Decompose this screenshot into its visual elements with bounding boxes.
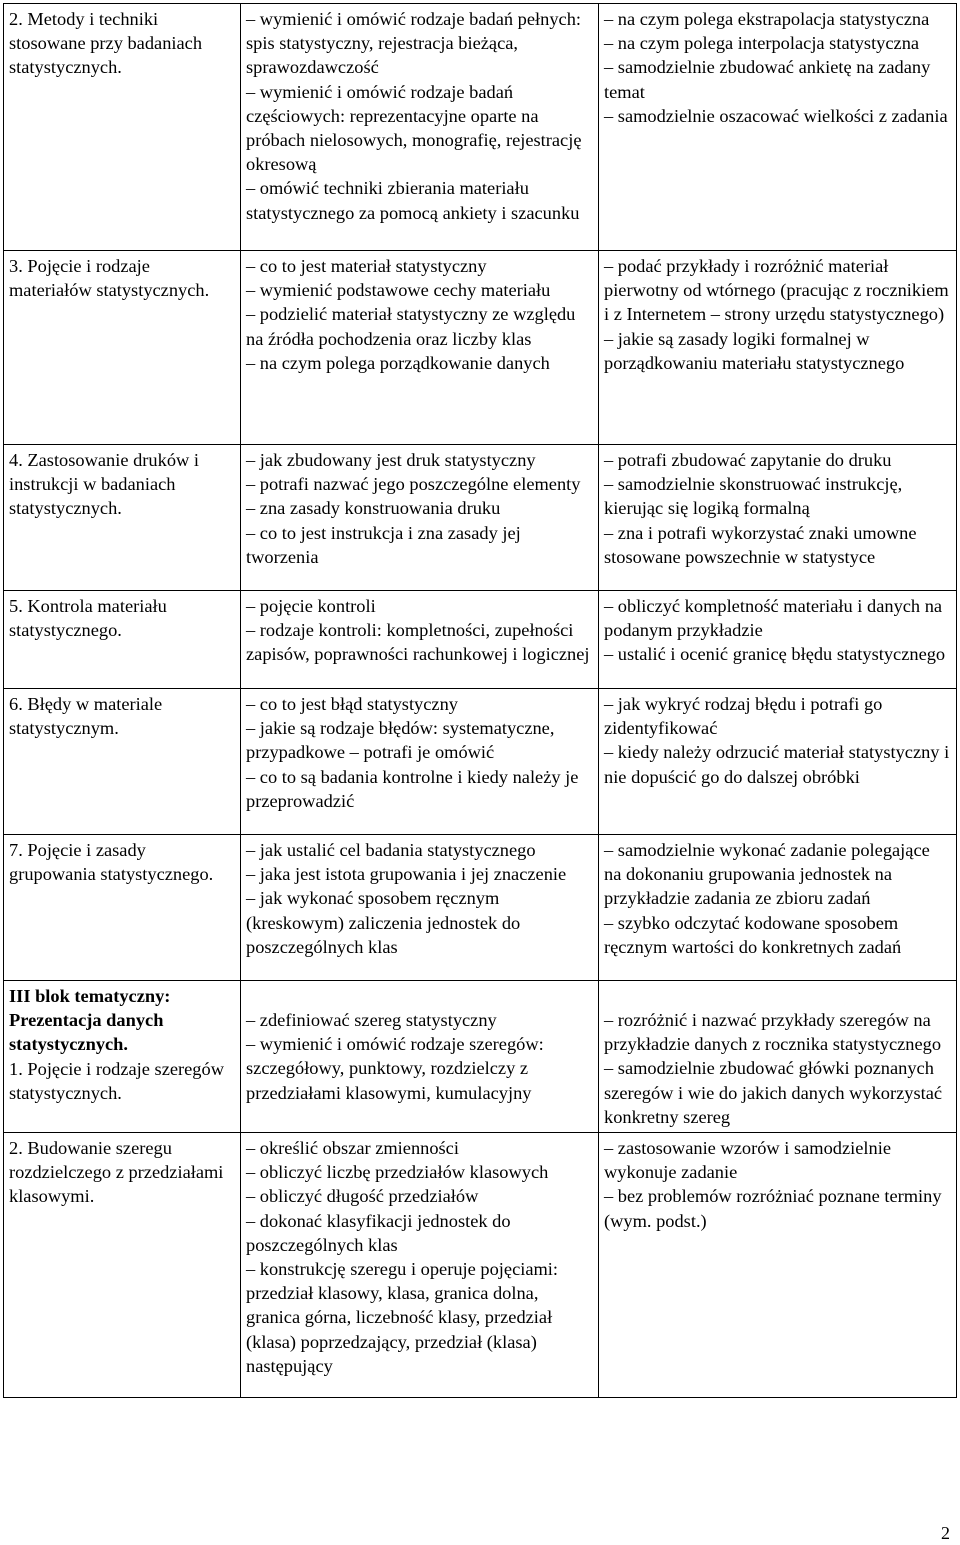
topic-cell [4, 835, 241, 981]
skills-item: – samodzielnie zbudować ankietę na zadany temat [604, 57, 931, 102]
knowledge-item: – jak zbudowany jest druk statystyczny [246, 450, 536, 470]
knowledge-item: – konstrukcję szeregu i operuje pojęciami: przedział klasowy, klasa, granica dolna, granica górna, liczebność klasy, przedział (klasa) poprzedzający, przedział (klasa) następujący [246, 1259, 559, 1376]
skills-item: – obliczyć kompletność materiału i danych na podanym przykładzie [604, 596, 943, 641]
topic-cell [4, 251, 241, 445]
knowledge-item: – określić obszar zmienności [246, 1138, 459, 1159]
knowledge-cell [241, 981, 599, 1133]
skills-item: – jak wykryć rodzaj błędu i potrafi go zidentyfikować [604, 694, 883, 739]
table-row [4, 1133, 957, 1398]
topic-cell [4, 445, 241, 591]
topic-cell [4, 4, 241, 251]
knowledge-item: – pojęcie kontroli [246, 596, 376, 616]
skills-cell [599, 981, 957, 1133]
knowledge-item: – obliczyć długość przedziałów [246, 1186, 479, 1207]
table-body [4, 4, 957, 1398]
skills-item: – samodzielnie wykonać zadanie polegające na dokonaniu grupowania jednostek na przykładzie zadania ze zbioru zadań [604, 840, 930, 909]
knowledge-item: – dokonać klasyfikacji jednostek do poszczególnych klas [246, 1210, 511, 1255]
knowledge-item: – jak wykonać sposobem ręcznym (kreskowym) zaliczenia jednostek do poszczególnych klas [246, 888, 521, 957]
knowledge-item: – podzielić materiał statystyczny ze względu na źródła pochodzenia oraz liczby klas [246, 304, 576, 349]
knowledge-cell [241, 689, 599, 835]
knowledge-item: – zdefiniować szereg statystyczny [246, 1010, 497, 1030]
knowledge-cell [241, 445, 599, 591]
skills-cell [599, 251, 957, 445]
table-row [4, 4, 957, 251]
knowledge-item: – co to są badania kontrolne i kiedy należy je przeprowadzić [246, 766, 579, 811]
knowledge-cell [241, 4, 599, 251]
skills-item: – kiedy należy odrzucić materiał statystyczny i nie dopuścić go do dalszej obróbki [604, 742, 950, 787]
topic-text: 4. Zastosowanie druków i instrukcji w badaniach statystycznych. [9, 450, 200, 519]
knowledge-item: – wymienić i omówić rodzaje badań częściowych: reprezentacyjne oparte na próbach nielosowych, monografię, rejestrację okresową [246, 81, 582, 175]
table-row [4, 981, 957, 1133]
skills-item: – zna i potrafi wykorzystać znaki umowne stosowane powszechnie w statystyce [604, 522, 917, 567]
skills-item: – potrafi zbudować zapytanie do druku [604, 450, 892, 470]
knowledge-item: – jak ustalić cel badania statystycznego [246, 840, 536, 860]
knowledge-item: – co to jest błąd statystyczny [246, 694, 458, 714]
skills-item: – podać przykłady i rozróżnić materiał pierwotny od wtórnego (pracując z rocznikiem i z Internetem – strony urzędu statystycznego) [604, 256, 949, 325]
curriculum-table [3, 3, 957, 1398]
knowledge-cell [241, 591, 599, 689]
topic-text: 1. Pojęcie i rodzaje szeregów statystycznych. [9, 1058, 224, 1103]
skills-item: – bez problemów rozróżniać poznane terminy (wym. podst.) [604, 1186, 942, 1231]
table-row [4, 835, 957, 981]
knowledge-item: – co to jest instrukcja i zna zasady jej tworzenia [246, 522, 521, 567]
skills-cell [599, 591, 957, 689]
skills-item: – samodzielnie skonstruować instrukcję, kierując się logiką formalną [604, 474, 903, 519]
topic-cell [4, 1133, 241, 1398]
skills-item: – na czym polega ekstrapolacja statystyczna [604, 9, 930, 29]
skills-item: – samodzielnie zbudować główki poznanych szeregów i wie do jakich danych wykorzystać konkretny szereg [604, 1058, 943, 1127]
knowledge-cell [241, 1133, 599, 1398]
skills-item: – rozróżnić i nazwać przykłady szeregów na przykładzie danych z rocznika statystycznego [604, 1010, 942, 1055]
skills-cell [599, 835, 957, 981]
knowledge-item: – zna zasady konstruowania druku [246, 498, 501, 519]
topic-text: 2. Budowanie szeregu rozdzielczego z przedziałami klasowymi. [9, 1138, 224, 1207]
topic-cell [4, 981, 241, 1133]
skills-cell [599, 4, 957, 251]
topic-block-heading: III blok tematyczny: Prezentacja danych statystycznych. [9, 986, 171, 1055]
topic-cell [4, 591, 241, 689]
skills-item: – samodzielnie oszacować wielkości z zadania [604, 105, 948, 126]
table-row [4, 591, 957, 689]
knowledge-item: – rodzaje kontroli: kompletności, zupełności zapisów, poprawności rachunkowej i logicznej [246, 620, 590, 665]
knowledge-cell [241, 251, 599, 445]
skills-item: – ustalić i ocenić granicę błędu statystycznego [604, 644, 946, 665]
topic-text: 6. Błędy w materiale statystycznym. [9, 694, 163, 739]
table-row [4, 445, 957, 591]
table-row [4, 689, 957, 835]
knowledge-item: – wymienić i omówić rodzaje szeregów: szczegółowy, punktowy, rozdzielczy z przedziałami klasowymi, kumulacyjny [246, 1034, 544, 1103]
knowledge-item: – co to jest materiał statystyczny [246, 256, 487, 276]
skills-item: – jakie są zasady logiki formalnej w porządkowaniu materiału statystycznego [604, 328, 905, 373]
topic-text: 2. Metody i techniki stosowane przy badaniach statystycznych. [9, 9, 203, 78]
skills-item: – zastosowanie wzorów i samodzielnie wykonuje zadanie [604, 1138, 892, 1183]
knowledge-item: – na czym polega porządkowanie danych [246, 352, 550, 373]
knowledge-item: – obliczyć liczbę przedziałów klasowych [246, 1162, 549, 1183]
page-number: 2 [941, 1523, 950, 1543]
table-row [4, 251, 957, 445]
skills-item: – na czym polega interpolacja statystyczna [604, 33, 920, 54]
topic-text: 3. Pojęcie i rodzaje materiałów statystycznych. [9, 256, 210, 301]
knowledge-item: – wymienić podstawowe cechy materiału [246, 280, 551, 301]
skills-item: – szybko odczytać kodowane sposobem ręcznym wartości do konkretnych zadań [604, 912, 902, 957]
knowledge-item: – jakie są rodzaje błędów: systematyczne, przypadkowe – potrafi je omówić [246, 718, 555, 763]
knowledge-item: – jaka jest istota grupowania i jej znaczenie [246, 864, 567, 885]
knowledge-cell [241, 835, 599, 981]
topic-text: 5. Kontrola materiału statystycznego. [9, 596, 167, 641]
skills-cell [599, 1133, 957, 1398]
skills-cell [599, 445, 957, 591]
knowledge-item: – wymienić i omówić rodzaje badań pełnych: spis statystyczny, rejestracja bieżąca, sprawozdawczość [246, 9, 582, 78]
knowledge-item: – omówić techniki zbierania materiału statystycznego za pomocą ankiety i szacunku [246, 178, 580, 223]
skills-cell [599, 689, 957, 835]
topic-text: 7. Pojęcie i zasady grupowania statystycznego. [9, 840, 214, 885]
topic-cell [4, 689, 241, 835]
knowledge-item: – potrafi nazwać jego poszczególne elementy [246, 474, 581, 495]
